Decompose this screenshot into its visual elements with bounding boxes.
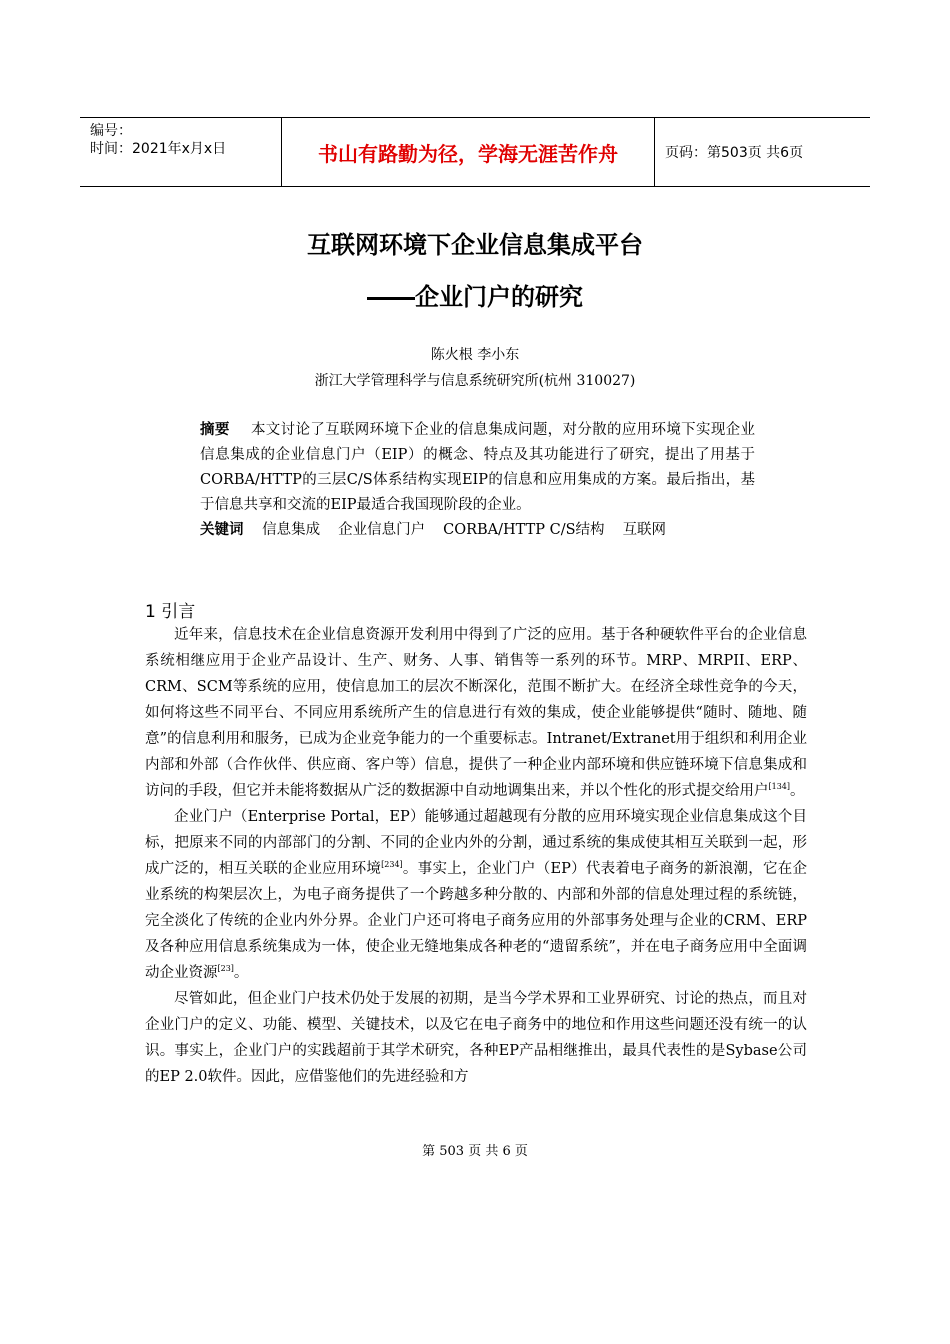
keyword-item: 信息集成 xyxy=(262,522,321,538)
keyword-item: 企业信息门户 xyxy=(338,522,426,538)
header-meta xyxy=(80,118,281,186)
citation: [134] xyxy=(768,782,791,792)
paragraph-text: 。 xyxy=(233,965,249,981)
header-motto: 书山有路勤为径，学海无涯苦作舟 xyxy=(281,118,655,186)
abstract-block xyxy=(200,418,755,543)
affiliation: 浙江大学管理科学与信息系统研究所(杭州 310027) xyxy=(314,373,636,389)
paragraph: 尽管如此，但企业门户技术仍处于发展的初期，是当今学术界和工业界研究、讨论的热点，而且对企业门户的定义、功能、模型、关键技术，以及它在电子商务中的地位和作用这些问题还没有统一的认识。事实上，企业门户的实践超前于其学术研究，各种EP产品相继推出，最具代表性的是Sybase公司的EP 2.0软件。因此，应借鉴他们的先进经验和方 xyxy=(145,991,807,1085)
paragraph-text: 近年来，信息技术在企业信息资源开发利用中得到了广泛的应用。基于各种硬软件平台的企业信息系统相继应用于企业产品设计、生产、财务、人事、销售等一系列的环节。MRP、MRPII、ERP、CRM、SCM等系统的应用，使信息加工的层次不断深化，范围不断扩大。在经济全球性竞争的今天，如何将这些不同平台、不同应用系统所产生的信息进行有效的集成，使企业能够提供“随时、随地、随意”的信息利用和服务，已成为企业竞争能力的一个重要标志。Intranet/Extranet用于组织和利用企业内部和外部（合作伙伴、供应商、客户等）信息，提供了一种企业内部环境和供应链环境下信息集成和访问的手段，但它并未能将数据从广泛的数据源中自动地调集出来，并以个性化的形式提交给用户 xyxy=(145,627,807,799)
header-page-info: 页码：第503页 共6页 xyxy=(665,145,804,161)
abstract-text: 本文讨论了互联网环境下企业的信息集成问题，对分散的应用环境下实现企业信息集成的企业信息门户（EIP）的概念、特点及其功能进行了研究，提出了用基于CORBA/HTTP的三层C/S体系结构实现EIP的信息和应用集成的方案。最后指出，基于信息共享和交流的EIP最适合我国现阶段的企业。 xyxy=(200,422,756,513)
abstract xyxy=(200,418,755,518)
paragraph xyxy=(145,804,807,986)
page-header xyxy=(80,117,870,187)
body-text xyxy=(145,622,807,1090)
doc-subtitle: ――企业门户的研究 xyxy=(367,283,583,311)
paragraph xyxy=(145,622,807,804)
section-heading: 1 引言 xyxy=(145,602,196,622)
paragraph-text: 。事实上，企业门户（EP）代表着电子商务的新浪潮，它在企业系统的构架层次上，为电子商务提供了一个跨越多种分散的、内部和外部的信息处理过程的系统链，完全淡化了传统的企业内外分界。企业门户还可将电子商务应用的外部事务处理与企业的CRM、ERP及各种应用信息系统集成为一体，使企业无缝地集成各种老的“遗留系统”，并在电子商务应用中全面调动企业资源 xyxy=(145,861,808,981)
citation: [234] xyxy=(381,860,403,870)
paragraph-text: 。 xyxy=(790,783,805,799)
keywords xyxy=(200,518,755,543)
keywords-label: 关键词 xyxy=(200,522,244,538)
keyword-item: 互联网 xyxy=(622,522,667,538)
keyword-item: CORBA/HTTP C/S结构 xyxy=(443,522,605,538)
doc-time-label: 时间：2021年x月x日 xyxy=(90,141,227,157)
paragraph-text: 企业门户（Enterprise Portal，EP）能够通过超越现有分散的应用环境实现企业信息集成这个目标，把原来不同的内部部门的分割、不同的企业内外的分割，通过系统的集成使其相互关联到一起，形成广泛的，相互关联的企业应用环境 xyxy=(145,809,807,877)
doc-title: 互联网环境下企业信息集成平台 xyxy=(307,231,643,259)
page-footer: 第 503 页 共 6 页 xyxy=(422,1144,528,1159)
abstract-label: 摘要 xyxy=(200,422,230,438)
doc-number-label: 编号： xyxy=(90,123,132,139)
citation: [23] xyxy=(217,964,234,974)
authors: 陈火根 李小东 xyxy=(430,347,520,363)
